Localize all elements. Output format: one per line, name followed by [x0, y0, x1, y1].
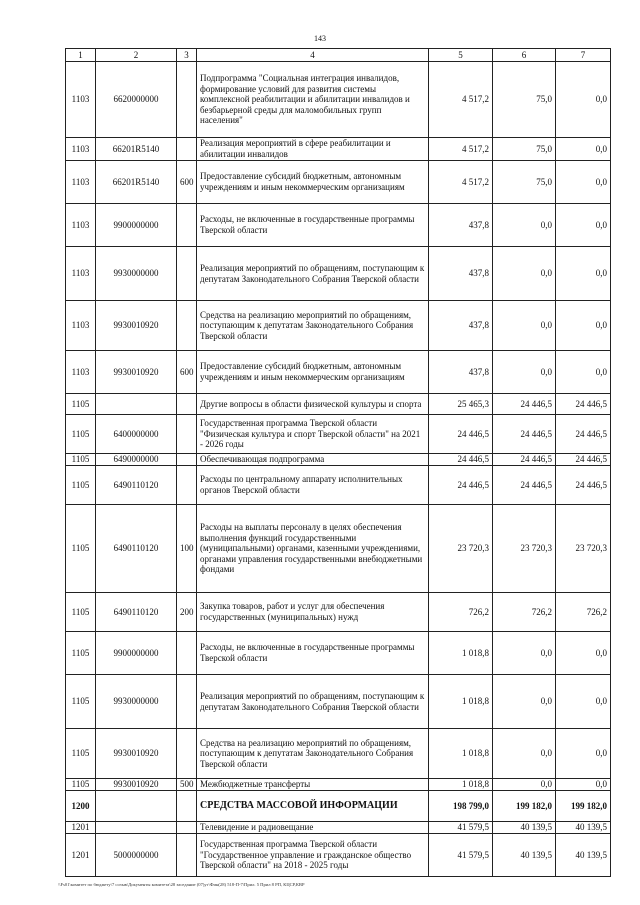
table-row — [66, 729, 611, 779]
expense-type-cell — [177, 204, 197, 247]
item-name-cell: Реализация мероприятий по обращениям, поступающим к депутатам Законодательного Собрания Тверской области — [197, 675, 429, 729]
item-name-cell: Расходы, не включенные в государственные программы Тверской области — [197, 632, 429, 675]
header-cell-1: 1 — [66, 49, 96, 62]
section-code-cell: 1105 — [66, 415, 96, 454]
amount-col6-cell: 0,0 — [493, 632, 556, 675]
amount-col6-cell: 75,0 — [493, 138, 556, 161]
amount-col7-cell: 24 446,5 — [556, 415, 611, 454]
amount-col5-cell: 4 517,2 — [429, 62, 493, 138]
expense-type-cell — [177, 247, 197, 301]
amount-col5-cell: 198 799,0 — [429, 791, 493, 822]
amount-col7-cell: 0,0 — [556, 204, 611, 247]
target-article-cell — [96, 791, 177, 822]
amount-col6-cell: 40 139,5 — [493, 834, 556, 877]
item-name-cell: Государственная программа Тверской области "Физическая культура и спорт Тверской области" на 2021 - 2026 годы — [197, 415, 429, 454]
expense-type-cell: 500 — [177, 779, 197, 791]
expense-type-cell — [177, 632, 197, 675]
target-article-cell: 6620000000 — [96, 62, 177, 138]
target-article-cell: 9930000000 — [96, 675, 177, 729]
amount-col5-cell: 437,8 — [429, 204, 493, 247]
table-row — [66, 394, 611, 415]
amount-col5-cell: 1 018,8 — [429, 729, 493, 779]
amount-col6-cell: 24 446,5 — [493, 415, 556, 454]
table-row — [66, 351, 611, 394]
section-code-cell: 1103 — [66, 247, 96, 301]
amount-col5-cell: 1 018,8 — [429, 675, 493, 729]
amount-col6-cell: 0,0 — [493, 204, 556, 247]
expense-type-cell — [177, 822, 197, 834]
section-code-cell: 1103 — [66, 62, 96, 138]
section-code-cell: 1105 — [66, 505, 96, 593]
target-article-cell: 9930000000 — [96, 247, 177, 301]
amount-col7-cell: 24 446,5 — [556, 466, 611, 505]
section-code-cell: 1105 — [66, 454, 96, 466]
item-name-cell: Другие вопросы в области физической культуры и спорта — [197, 394, 429, 415]
section-code-cell: 1103 — [66, 204, 96, 247]
amount-col5-cell: 4 517,2 — [429, 161, 493, 204]
item-name-cell: Закупка товаров, работ и услуг для обеспечения государственных (муниципальных) нужд — [197, 593, 429, 632]
target-article-cell: 9930010920 — [96, 729, 177, 779]
target-article-cell: 5000000000 — [96, 834, 177, 877]
expense-type-cell: 200 — [177, 593, 197, 632]
expense-type-cell — [177, 301, 197, 351]
amount-col5-cell: 41 579,5 — [429, 822, 493, 834]
amount-col7-cell: 0,0 — [556, 675, 611, 729]
expense-type-cell: 100 — [177, 505, 197, 593]
table-row — [66, 415, 611, 454]
item-name-cell: Средства на реализацию мероприятий по обращениям, поступающим к депутатам Законодательного Собрания Тверской области — [197, 729, 429, 779]
item-name-cell: Обеспечивающая подпрограмма — [197, 454, 429, 466]
table-row — [66, 822, 611, 834]
amount-col6-cell: 75,0 — [493, 161, 556, 204]
amount-col7-cell: 0,0 — [556, 301, 611, 351]
target-article-cell: 9900000000 — [96, 632, 177, 675]
target-article-cell: 66201R5140 — [96, 161, 177, 204]
expense-type-cell — [177, 62, 197, 138]
amount-col5-cell: 437,8 — [429, 247, 493, 301]
target-article-cell: 9900000000 — [96, 204, 177, 247]
target-article-cell: 6490110120 — [96, 593, 177, 632]
section-code-cell: 1200 — [66, 791, 96, 822]
table-row — [66, 505, 611, 593]
item-name-cell: Расходы, не включенные в государственные программы Тверской области — [197, 204, 429, 247]
expense-type-cell — [177, 394, 197, 415]
amount-col5-cell: 24 446,5 — [429, 415, 493, 454]
item-name-cell: Телевидение и радиовещание — [197, 822, 429, 834]
amount-col6-cell: 0,0 — [493, 729, 556, 779]
amount-col7-cell: 0,0 — [556, 62, 611, 138]
amount-col6-cell: 199 182,0 — [493, 791, 556, 822]
expense-type-cell: 600 — [177, 161, 197, 204]
section-code-cell: 1105 — [66, 632, 96, 675]
amount-col5-cell: 41 579,5 — [429, 834, 493, 877]
expense-type-cell — [177, 138, 197, 161]
table-row — [66, 301, 611, 351]
section-code-cell: 1103 — [66, 301, 96, 351]
amount-col5-cell: 1 018,8 — [429, 632, 493, 675]
header-cell-5: 5 — [429, 49, 493, 62]
table-row — [66, 593, 611, 632]
amount-col7-cell: 23 720,3 — [556, 505, 611, 593]
table-row — [66, 62, 611, 138]
table-row — [66, 454, 611, 466]
amount-col7-cell: 0,0 — [556, 632, 611, 675]
amount-col7-cell: 0,0 — [556, 779, 611, 791]
amount-col7-cell: 24 446,5 — [556, 454, 611, 466]
amount-col5-cell: 24 446,5 — [429, 466, 493, 505]
target-article-cell: 9930010920 — [96, 301, 177, 351]
table-row — [66, 791, 611, 822]
amount-col6-cell: 40 139,5 — [493, 822, 556, 834]
item-name-cell: Реализация мероприятий в сфере реабилитации и абилитации инвалидов — [197, 138, 429, 161]
amount-col6-cell: 24 446,5 — [493, 394, 556, 415]
amount-col5-cell: 437,8 — [429, 301, 493, 351]
header-cell-6: 6 — [493, 49, 556, 62]
amount-col5-cell: 726,2 — [429, 593, 493, 632]
header-cell-4: 4 — [197, 49, 429, 62]
amount-col5-cell: 437,8 — [429, 351, 493, 394]
table-row — [66, 138, 611, 161]
item-name-cell: Расходы по центральному аппарату исполнительных органов Тверской области — [197, 466, 429, 505]
amount-col6-cell: 726,2 — [493, 593, 556, 632]
table-row — [66, 204, 611, 247]
table-row — [66, 834, 611, 877]
amount-col7-cell: 40 139,5 — [556, 822, 611, 834]
amount-col7-cell: 0,0 — [556, 351, 611, 394]
amount-col5-cell: 23 720,3 — [429, 505, 493, 593]
item-name-cell: Межбюджетные трансферты — [197, 779, 429, 791]
amount-col5-cell: 4 517,2 — [429, 138, 493, 161]
item-name-cell: Предоставление субсидий бюджетным, автономным учреждениям и иным некоммерческим организациям — [197, 351, 429, 394]
item-name-cell: Подпрограмма "Социальная интеграция инвалидов, формирование условий для развития системы комплексной реабилитации и абилитации инвалидов и безбарьерной среды для маломобильных групп населения" — [197, 62, 429, 138]
table-row — [66, 466, 611, 505]
section-code-cell: 1105 — [66, 394, 96, 415]
item-name-cell: Средства на реализацию мероприятий по обращениям, поступающим к депутатам Законодательного Собрания Тверской области — [197, 301, 429, 351]
expense-type-cell — [177, 454, 197, 466]
table-row — [66, 247, 611, 301]
target-article-cell: 6490110120 — [96, 505, 177, 593]
page-number: 143 — [314, 34, 326, 43]
table-row — [66, 675, 611, 729]
budget-table — [65, 48, 611, 877]
section-code-cell: 1105 — [66, 675, 96, 729]
amount-col7-cell: 199 182,0 — [556, 791, 611, 822]
expense-type-cell — [177, 415, 197, 454]
table-row — [66, 632, 611, 675]
expense-type-cell — [177, 834, 197, 877]
header-cell-3: 3 — [177, 49, 197, 62]
header-row — [66, 49, 611, 62]
amount-col7-cell: 0,0 — [556, 247, 611, 301]
amount-col7-cell: 726,2 — [556, 593, 611, 632]
amount-col6-cell: 0,0 — [493, 779, 556, 791]
section-code-cell: 1201 — [66, 822, 96, 834]
target-article-cell: 66201R5140 — [96, 138, 177, 161]
target-article-cell: 9930010920 — [96, 351, 177, 394]
target-article-cell: 6490000000 — [96, 454, 177, 466]
footer-file-path: \\Fs01\комитет по бюджету\7 созыв\Документы комитета\28 заседание (07)уг\Фин(28) 518-П-7\Прил. 5 Прил 8 РП, КЦСР,КВР — [58, 882, 305, 887]
amount-col7-cell: 0,0 — [556, 138, 611, 161]
section-code-cell: 1103 — [66, 161, 96, 204]
amount-col7-cell: 24 446,5 — [556, 394, 611, 415]
table-row — [66, 779, 611, 791]
amount-col5-cell: 25 465,3 — [429, 394, 493, 415]
amount-col6-cell: 23 720,3 — [493, 505, 556, 593]
expense-type-cell — [177, 729, 197, 779]
item-name-cell: Реализация мероприятий по обращениям, поступающим к депутатам Законодательного Собрания Тверской области — [197, 247, 429, 301]
amount-col6-cell: 24 446,5 — [493, 466, 556, 505]
item-name-cell: Расходы на выплаты персоналу в целях обеспечения выполнения функций государственными (муниципальными) органами, казенными учреждениями, органами управления государственными внебюджетными фондами — [197, 505, 429, 593]
item-name-cell: Государственная программа Тверской области "Государственное управление и гражданское общество Тверской области" на 2018 - 2025 годы — [197, 834, 429, 877]
header-cell-2: 2 — [96, 49, 177, 62]
amount-col6-cell: 0,0 — [493, 247, 556, 301]
section-code-cell: 1103 — [66, 351, 96, 394]
item-name-cell: СРЕДСТВА МАССОВОЙ ИНФОРМАЦИИ — [197, 791, 429, 822]
amount-col7-cell: 0,0 — [556, 161, 611, 204]
expense-type-cell — [177, 675, 197, 729]
amount-col5-cell: 1 018,8 — [429, 779, 493, 791]
amount-col5-cell: 24 446,5 — [429, 454, 493, 466]
table-row — [66, 161, 611, 204]
item-name-cell: Предоставление субсидий бюджетным, автономным учреждениям и иным некоммерческим организациям — [197, 161, 429, 204]
section-code-cell: 1105 — [66, 729, 96, 779]
target-article-cell — [96, 822, 177, 834]
amount-col6-cell: 75,0 — [493, 62, 556, 138]
amount-col6-cell: 0,0 — [493, 301, 556, 351]
section-code-cell: 1105 — [66, 593, 96, 632]
amount-col7-cell: 40 139,5 — [556, 834, 611, 877]
amount-col6-cell: 0,0 — [493, 675, 556, 729]
section-code-cell: 1103 — [66, 138, 96, 161]
target-article-cell: 6490110120 — [96, 466, 177, 505]
amount-col7-cell: 0,0 — [556, 729, 611, 779]
section-code-cell: 1105 — [66, 466, 96, 505]
expense-type-cell — [177, 791, 197, 822]
expense-type-cell — [177, 466, 197, 505]
amount-col6-cell: 24 446,5 — [493, 454, 556, 466]
header-cell-7: 7 — [556, 49, 611, 62]
section-code-cell: 1105 — [66, 779, 96, 791]
amount-col6-cell: 0,0 — [493, 351, 556, 394]
target-article-cell: 6400000000 — [96, 415, 177, 454]
section-code-cell: 1201 — [66, 834, 96, 877]
expense-type-cell: 600 — [177, 351, 197, 394]
target-article-cell: 9930010920 — [96, 779, 177, 791]
target-article-cell — [96, 394, 177, 415]
